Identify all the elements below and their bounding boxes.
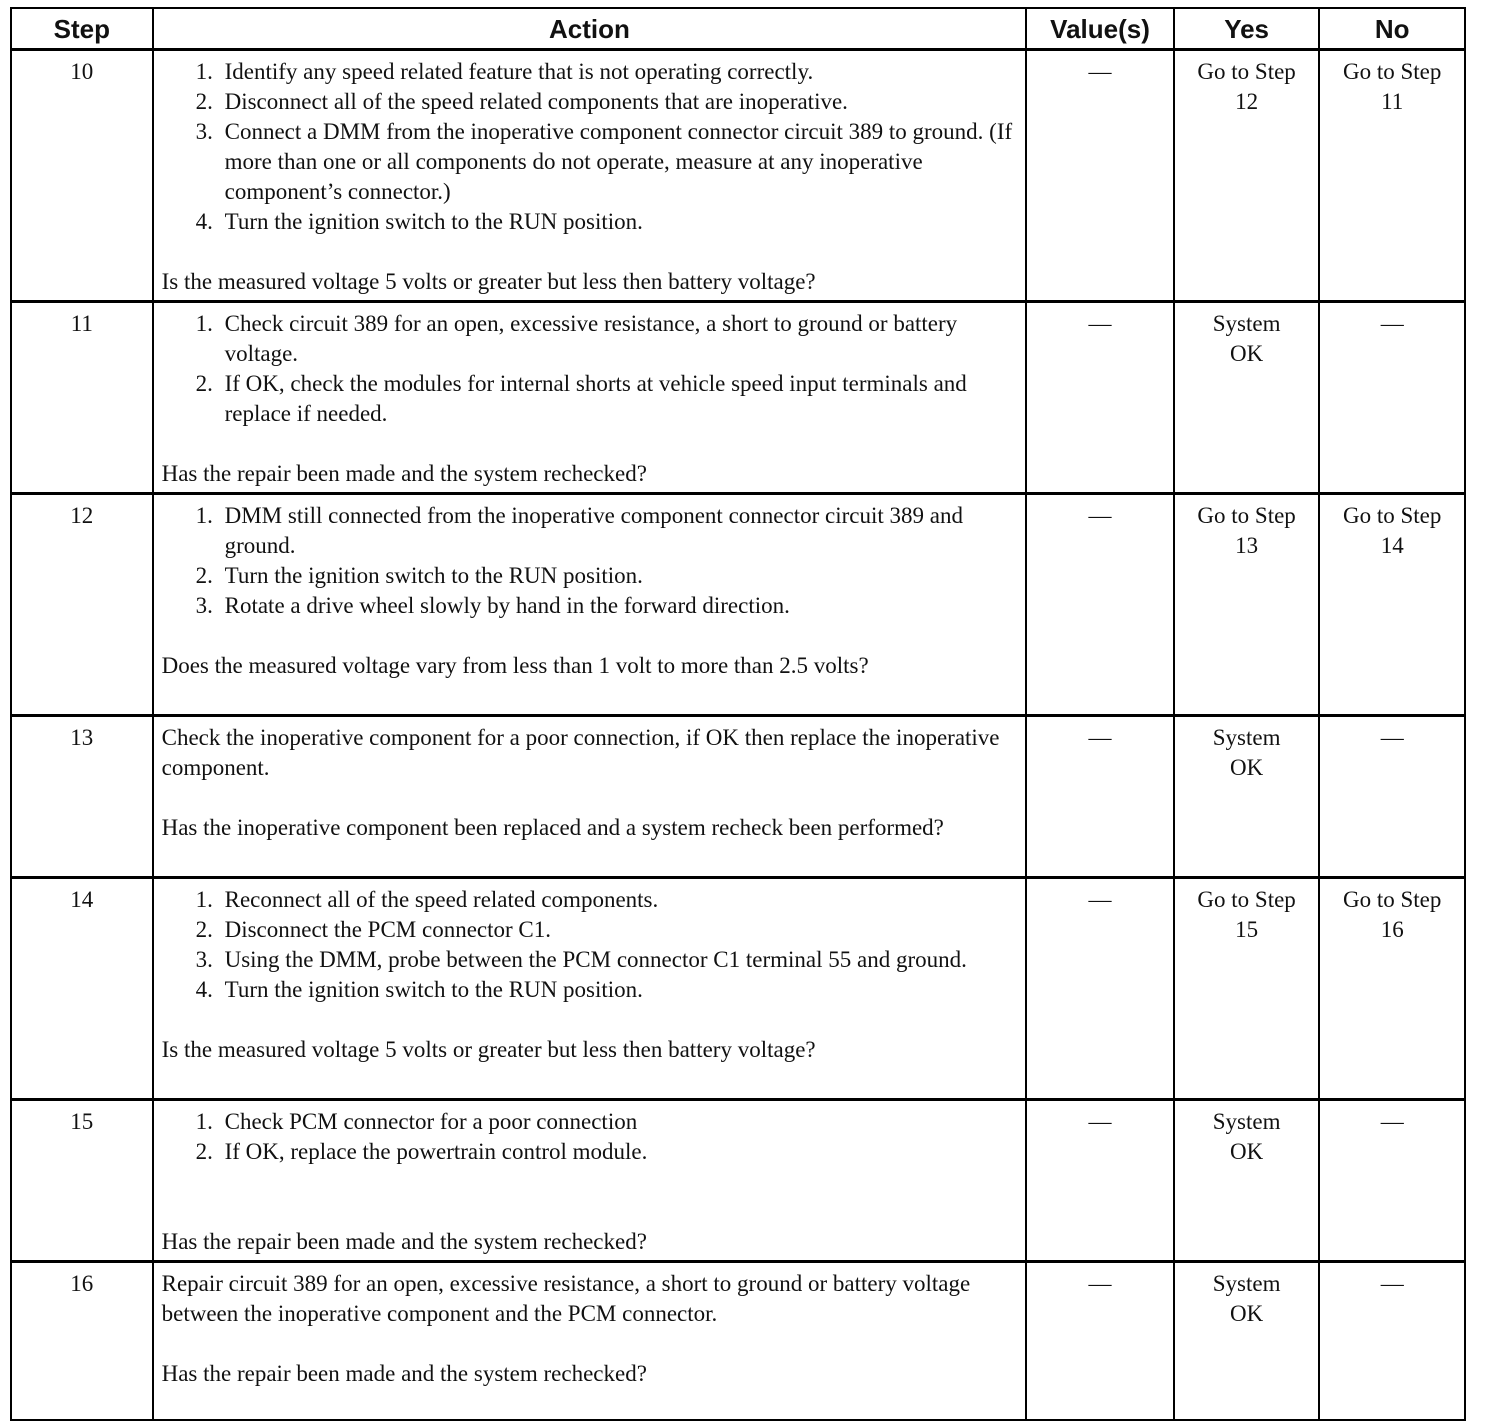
yes-line1: System bbox=[1212, 1271, 1281, 1296]
no-cell bbox=[1320, 1101, 1464, 1260]
action-question: Is the measured voltage 5 volts or greater but less then battery voltage? bbox=[161, 269, 816, 294]
action-steps bbox=[162, 1107, 1018, 1167]
action-question: Has the inoperative component been replaced and a system recheck been performed? bbox=[161, 815, 944, 840]
header-values: Value(s) bbox=[1027, 9, 1175, 48]
step-number: 16 bbox=[12, 1263, 154, 1419]
yes-line2: 12 bbox=[1235, 89, 1259, 114]
table-row bbox=[12, 51, 1464, 303]
yes-line2: OK bbox=[1229, 1139, 1264, 1164]
action-step: 2. If OK, replace the powertrain control module. bbox=[219, 1137, 1018, 1167]
value-cell: — bbox=[1027, 717, 1175, 876]
header-yes: Yes bbox=[1175, 9, 1321, 48]
yes-line2: 13 bbox=[1235, 533, 1259, 558]
action-cell bbox=[154, 717, 1028, 876]
action-step: 4. Turn the ignition switch to the RUN position. bbox=[219, 975, 1018, 1005]
table-row bbox=[12, 1263, 1464, 1419]
value-cell: — bbox=[1027, 1101, 1175, 1260]
no-cell bbox=[1320, 51, 1464, 300]
action-cell bbox=[154, 51, 1028, 300]
no-line1: Go to Step bbox=[1343, 503, 1442, 528]
action-step: 1. Check circuit 389 for an open, excessive resistance, a short to ground or battery voltage. bbox=[219, 309, 1018, 369]
action-steps bbox=[162, 309, 1018, 429]
no-line2: 14 bbox=[1380, 533, 1404, 558]
action-step: 3. Connect a DMM from the inoperative component connector circuit 389 to ground. (If more than one or all components do not operate, measure at any inoperative component’s connector.) bbox=[219, 117, 1018, 207]
table-row bbox=[12, 717, 1464, 879]
yes-line1: Go to Step bbox=[1197, 503, 1296, 528]
yes-cell bbox=[1175, 303, 1321, 492]
action-question: Does the measured voltage vary from less than 1 volt to more than 2.5 volts? bbox=[161, 653, 869, 678]
value-cell: — bbox=[1027, 303, 1175, 492]
table-row bbox=[12, 495, 1464, 717]
no-line2: 11 bbox=[1381, 89, 1404, 114]
step-number: 15 bbox=[12, 1101, 154, 1260]
yes-line1: Go to Step bbox=[1197, 887, 1296, 912]
header-step: Step bbox=[12, 9, 154, 48]
action-steps bbox=[162, 885, 1018, 1005]
value-cell: — bbox=[1027, 1263, 1175, 1419]
no-cell bbox=[1320, 717, 1464, 876]
no-line1: — bbox=[1380, 725, 1404, 750]
no-cell bbox=[1320, 303, 1464, 492]
step-number: 10 bbox=[12, 51, 154, 300]
yes-line2: OK bbox=[1229, 1301, 1264, 1326]
table-header bbox=[12, 9, 1464, 51]
table-row bbox=[12, 879, 1464, 1101]
no-line1: Go to Step bbox=[1343, 887, 1442, 912]
action-cell bbox=[154, 1263, 1028, 1419]
no-cell bbox=[1320, 1263, 1464, 1419]
value-cell: — bbox=[1027, 879, 1175, 1098]
table-row bbox=[12, 303, 1464, 495]
action-text: Repair circuit 389 for an open, excessive resistance, a short to ground or battery voltage between the inoperative component and the PCM connector. bbox=[161, 1271, 971, 1326]
no-line2: 16 bbox=[1380, 917, 1404, 942]
no-line1: — bbox=[1380, 311, 1404, 336]
yes-line1: System bbox=[1212, 311, 1281, 336]
action-step: 3. Using the DMM, probe between the PCM connector C1 terminal 55 and ground. bbox=[219, 945, 1018, 975]
table-row bbox=[12, 1101, 1464, 1263]
action-step: 1. Check PCM connector for a poor connection bbox=[219, 1107, 1018, 1137]
header-action: Action bbox=[154, 9, 1028, 48]
yes-cell bbox=[1175, 495, 1321, 714]
action-step: 2. Turn the ignition switch to the RUN position. bbox=[219, 561, 1018, 591]
action-step: 2. Disconnect all of the speed related components that are inoperative. bbox=[219, 87, 1018, 117]
action-cell bbox=[154, 303, 1028, 492]
action-cell bbox=[154, 879, 1028, 1098]
diagnostic-table bbox=[10, 7, 1466, 1421]
header-no: No bbox=[1374, 14, 1410, 44]
action-text: Check the inoperative component for a poor connection, if OK then replace the inoperative component. bbox=[161, 725, 1000, 780]
yes-cell bbox=[1175, 717, 1321, 876]
value-cell: — bbox=[1027, 495, 1175, 714]
action-step: 4. Turn the ignition switch to the RUN position. bbox=[219, 207, 1018, 237]
yes-line1: Go to Step bbox=[1197, 59, 1296, 84]
action-step: 1. Identify any speed related feature that is not operating correctly. bbox=[219, 57, 1018, 87]
action-step: 2. If OK, check the modules for internal shorts at vehicle speed input terminals and replace if needed. bbox=[219, 369, 1018, 429]
step-number: 14 bbox=[12, 879, 154, 1098]
action-cell bbox=[154, 495, 1028, 714]
action-step: 3. Rotate a drive wheel slowly by hand in the forward direction. bbox=[219, 591, 1018, 621]
yes-line1: System bbox=[1212, 725, 1281, 750]
action-step: 1. DMM still connected from the inoperative component connector circuit 389 and ground. bbox=[219, 501, 1018, 561]
action-question: Is the measured voltage 5 volts or greater but less then battery voltage? bbox=[161, 1037, 816, 1062]
no-cell bbox=[1320, 879, 1464, 1098]
step-number: 13 bbox=[12, 717, 154, 876]
action-step: 2. Disconnect the PCM connector C1. bbox=[219, 915, 1018, 945]
action-question: Has the repair been made and the system rechecked? bbox=[161, 1229, 647, 1254]
action-step: 1. Reconnect all of the speed related components. bbox=[219, 885, 1018, 915]
step-number: 12 bbox=[12, 495, 154, 714]
yes-cell bbox=[1175, 1263, 1321, 1419]
step-number: 11 bbox=[12, 303, 154, 492]
no-line1: Go to Step bbox=[1343, 59, 1442, 84]
action-question: Has the repair been made and the system rechecked? bbox=[161, 1361, 647, 1386]
yes-cell bbox=[1175, 1101, 1321, 1260]
yes-line2: 15 bbox=[1235, 917, 1259, 942]
yes-cell bbox=[1175, 879, 1321, 1098]
action-cell bbox=[154, 1101, 1028, 1260]
no-line1: — bbox=[1380, 1109, 1404, 1134]
yes-cell bbox=[1175, 51, 1321, 300]
action-steps bbox=[162, 57, 1018, 237]
yes-line2: OK bbox=[1229, 755, 1264, 780]
no-line1: — bbox=[1380, 1271, 1404, 1296]
action-steps bbox=[162, 501, 1018, 621]
value-cell: — bbox=[1027, 51, 1175, 300]
yes-line1: System bbox=[1212, 1109, 1281, 1134]
action-question: Has the repair been made and the system rechecked? bbox=[161, 461, 647, 486]
no-cell bbox=[1320, 495, 1464, 714]
yes-line2: OK bbox=[1229, 341, 1264, 366]
